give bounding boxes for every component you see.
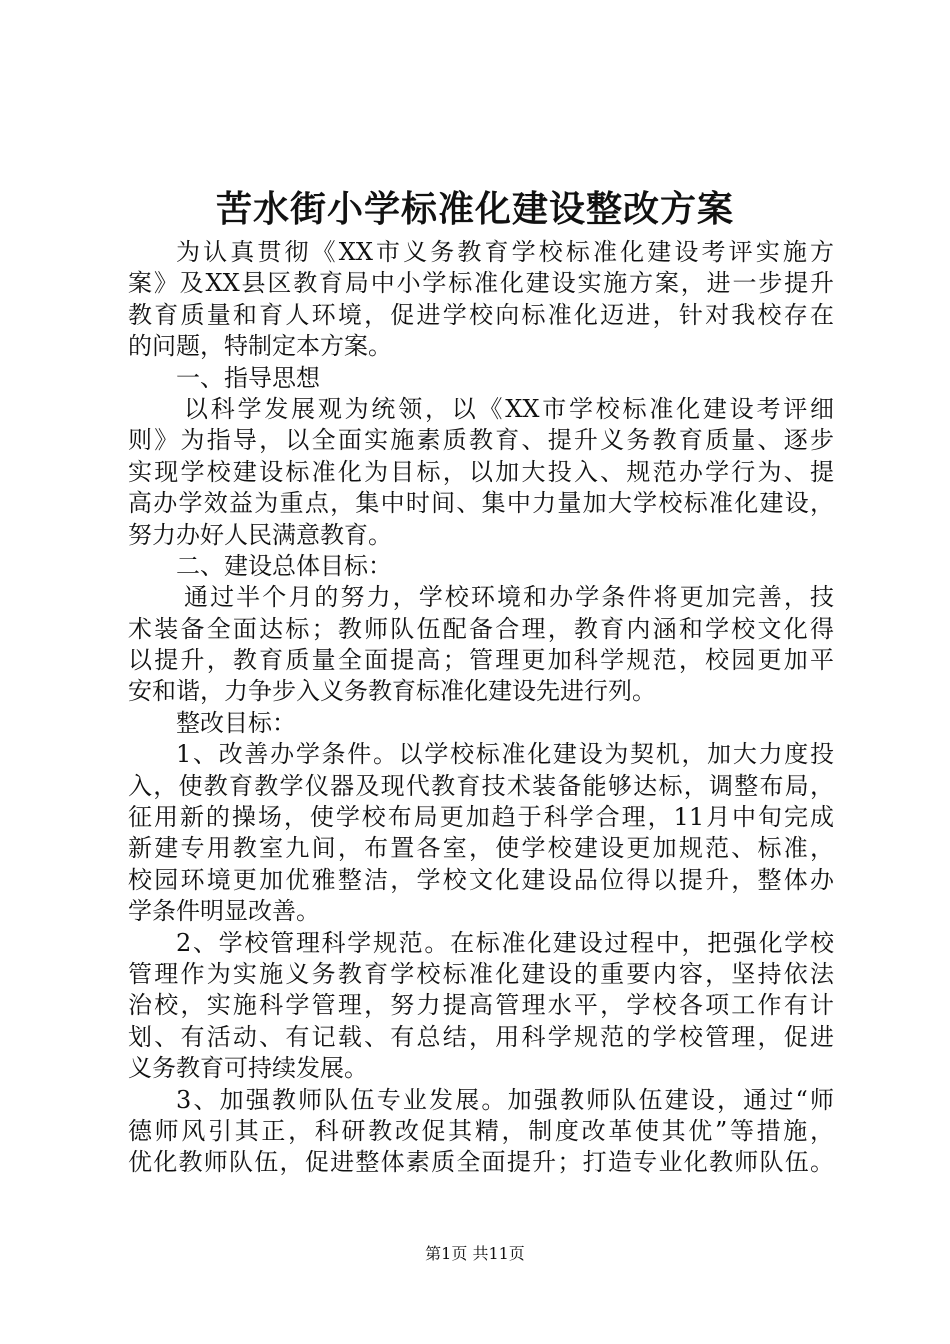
body-text-line: 2、学校管理科学规范。在标准化建设过程中，把强化学校 <box>176 928 834 957</box>
body-text-line: 学条件明显改善。 <box>128 897 320 926</box>
body-text-line: 案》及XX县区教育局中小学标准化建设实施方案，进一步提升 <box>128 269 834 298</box>
body-text-line: 为认真贯彻《XX市义务教育学校标准化建设考评实施方 <box>176 238 834 266</box>
body-text-line: 教育质量和育人环境，促进学校向标准化迈进，针对我校存在 <box>128 300 834 329</box>
body-text-line: 努力办好人民满意教育。 <box>128 520 392 549</box>
document-body <box>128 237 834 1179</box>
body-text-line: 以科学发展观为统领，以《XX市学校标准化建设考评细 <box>184 394 834 423</box>
body-text-line: 通过半个月的努力，学校环境和办学条件将更加完善，技 <box>184 583 834 612</box>
body-text-line: 则》为指导，以全面实施素质教育、提升义务教育质量、逐步 <box>128 426 834 455</box>
page-footer: 第1页 共11页 <box>425 1244 525 1263</box>
body-text-line: 校园环境更加优雅整洁，学校文化建设品位得以提升，整体办 <box>128 865 834 894</box>
body-text-line: 德师风引其正，科研教改促其精，制度改革使其优”等措施， <box>128 1116 834 1145</box>
body-text-line: 3、加强教师队伍专业发展。加强教师队伍建设，通过“师 <box>176 1085 834 1114</box>
document-title: 苦水街小学标准化建设整改方案 <box>215 188 734 230</box>
body-text-line: 管理作为实施义务教育学校标准化建设的重要内容，坚持依法 <box>128 959 834 988</box>
body-text-line: 二、建设总体目标： <box>176 551 392 580</box>
body-text-line: 整改目标： <box>176 708 296 737</box>
body-text-line: 安和谐，力争步入义务教育标准化建设先进行列。 <box>128 677 656 706</box>
body-text-line: 治校，实施科学管理，努力提高管理水平，学校各项工作有计 <box>128 991 834 1020</box>
body-text-line: 划、有活动、有记载、有总结，用科学规范的学校管理，促进 <box>128 1022 834 1051</box>
body-text-line: 新建专用教室九间，布置各室，使学校建设更加规范、标准， <box>128 834 834 863</box>
body-text-line: 一、指导思想 <box>176 363 320 392</box>
body-text-line: 征用新的操场，使学校布局更加趋于科学合理，11月中旬完成 <box>128 803 834 832</box>
body-text-line: 义务教育可持续发展。 <box>128 1054 368 1083</box>
body-text-line: 术装备全面达标；教师队伍配备合理，教育内涵和学校文化得 <box>128 614 834 643</box>
body-text-line: 优化教师队伍，促进整体素质全面提升；打造专业化教师队伍。 <box>128 1148 834 1177</box>
body-text-line: 高办学效益为重点，集中时间、集中力量加大学校标准化建设， <box>128 489 834 518</box>
body-text-line: 1、改善办学条件。以学校标准化建设为契机，加大力度投 <box>176 740 834 769</box>
body-text-line: 入，使教育教学仪器及现代教育技术装备能够达标，调整布局， <box>128 771 834 800</box>
body-text-line: 以提升，教育质量全面提高；管理更加科学规范，校园更加平 <box>128 646 834 675</box>
body-text-line: 的问题，特制定本方案。 <box>128 332 392 361</box>
body-text-line: 实现学校建设标准化为目标，以加大投入、规范办学行为、提 <box>128 457 834 486</box>
